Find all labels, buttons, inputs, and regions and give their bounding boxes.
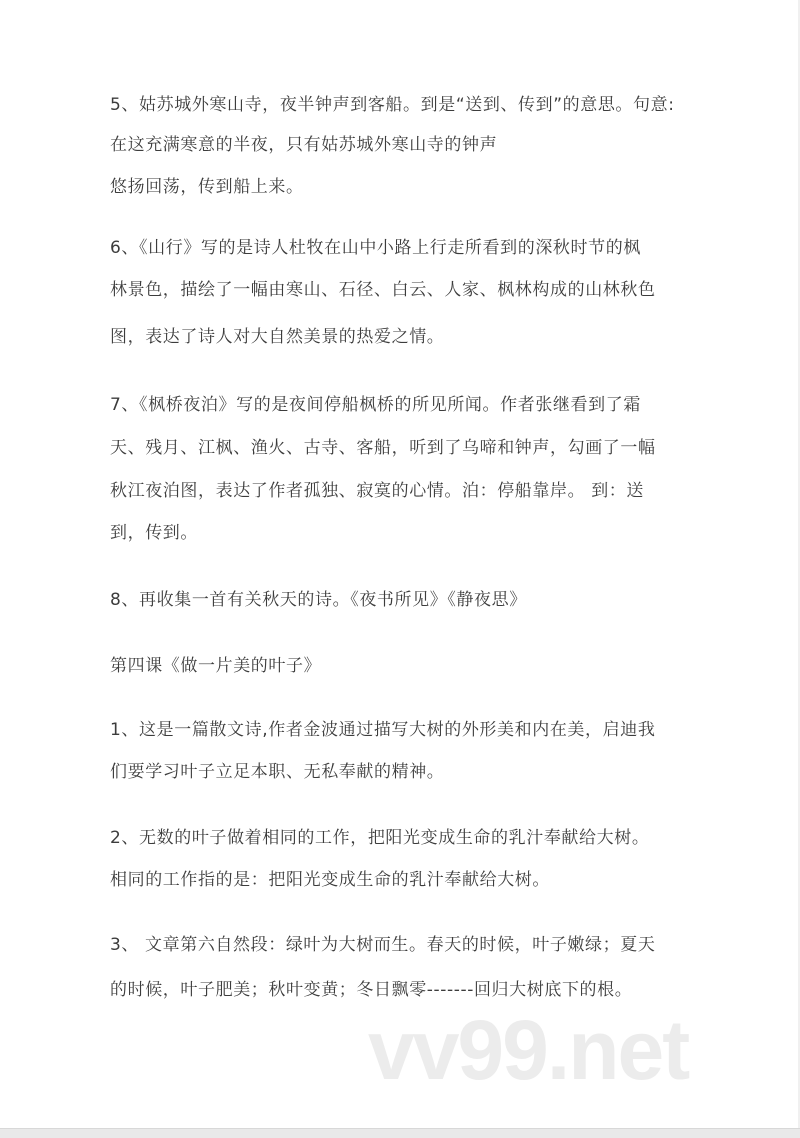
text-line: 8、再收集一首有关秋天的诗。《夜书所见》《静夜思》 bbox=[110, 590, 527, 610]
text-line: 到，传到。 bbox=[110, 523, 198, 543]
text-line: 图，表达了诗人对大自然美景的热爱之情。 bbox=[110, 327, 445, 347]
text-line: 5、姑苏城外寒山寺，夜半钟声到客船。到是“送到、传到”的意思。句意: bbox=[110, 95, 675, 115]
lesson-heading: 第四课《做一片美的叶子》 bbox=[110, 656, 322, 676]
text-line: 们要学习叶子立足本职、无私奉献的精神。 bbox=[110, 762, 445, 782]
text-line: 2、无数的叶子做着相同的工作，把阳光变成生命的乳汁奉献给大树。 bbox=[110, 828, 650, 848]
text-line: 7、《枫桥夜泊》写的是夜间停船枫桥的所见所闻。作者张继看到了霜 bbox=[110, 395, 641, 415]
text-line: 在这充满寒意的半夜，只有姑苏城外寒山寺的钟声 bbox=[110, 135, 498, 155]
text-line: 林景色，描绘了一幅由寒山、石径、白云、人家、枫林构成的山林秋色 bbox=[110, 280, 656, 300]
text-line: 3、 文章第六自然段：绿叶为大树而生。春天的时候，叶子嫩绿；夏天 bbox=[110, 935, 656, 955]
watermark: vv99.net bbox=[368, 1003, 689, 1097]
text-line: 秋江夜泊图，表达了作者孤独、寂寞的心情。泊：停船靠岸。 到：送 bbox=[110, 481, 645, 501]
text-line: 1、这是一篇散文诗,作者金波通过描写大树的外形美和内在美，启迪我 bbox=[110, 720, 656, 740]
text-line: 悠扬回荡，传到船上来。 bbox=[110, 177, 304, 197]
text-line: 天、残月、江枫、渔火、古寺、客船，听到了乌啼和钟声，勾画了一幅 bbox=[110, 438, 656, 458]
text-line: 6、《山行》写的是诗人杜牧在山中小路上行走所看到的深秋时节的枫 bbox=[110, 238, 641, 258]
text-line: 相同的工作指的是：把阳光变成生命的乳汁奉献给大树。 bbox=[110, 870, 550, 890]
text-line: 的时候，叶子肥美；秋叶变黄；冬日飘零-------回归大树底下的根。 bbox=[110, 980, 633, 1000]
